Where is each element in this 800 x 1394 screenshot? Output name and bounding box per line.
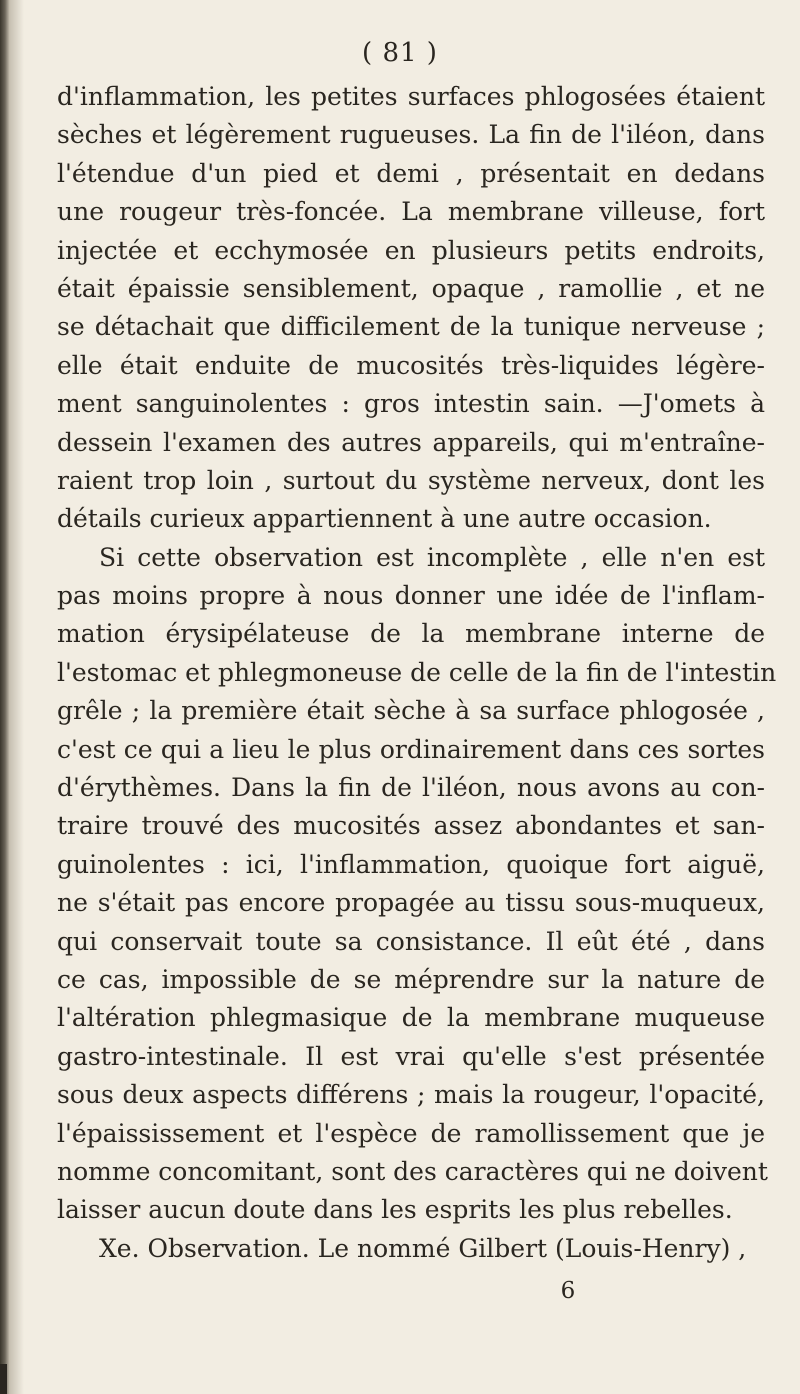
signature-mark-text: 6	[560, 1278, 576, 1304]
text-line: c'est ce qui a lieu le plus ordinairement dans ces sortes	[57, 734, 765, 764]
text-line: guinolentes : ici, l'inflammation, quoique fort aiguë,	[57, 849, 765, 879]
paragraph-end-line: laisser aucun doute dans les esprits les plus rebelles.	[57, 1195, 733, 1225]
text-line: ment sanguinolentes : gros intestin sain. —J'omets à	[57, 389, 765, 419]
text-line: qui conservait toute sa consistance. Il eût été , dans	[57, 926, 765, 956]
paragraph-start-line: Si cette observation est incomplète , elle n'en est	[99, 542, 765, 572]
text-line: l'estomac et phlegmoneuse de celle de la fin de l'intestin	[57, 657, 777, 687]
text-line: dessein l'examen des autres appareils, qui m'entraîne-	[57, 427, 765, 457]
signature-mark	[0, 1278, 800, 1304]
body-text	[57, 78, 777, 1268]
text-line: sous deux aspects différens ; mais la rougeur, l'opacité,	[57, 1080, 765, 1110]
text-line: une rougeur très-foncée. La membrane villeuse, fort	[57, 197, 765, 227]
gutter-shadow	[10, 0, 24, 1394]
text-line: mation érysipélateuse de la membrane interne de	[57, 619, 765, 649]
book-spine-edge	[0, 0, 10, 1394]
paragraph-end-line: détails curieux appartiennent à une autre occasion.	[57, 504, 712, 534]
observation-heading-line: Xe. Observation. Le nommé Gilbert (Louis-Henry) ,	[99, 1233, 747, 1263]
text-line: pas moins propre à nous donner une idée de l'inflam-	[57, 581, 765, 611]
page-number: ( 81 )	[362, 38, 438, 68]
text-line: ne s'était pas encore propagée au tissu sous-muqueux,	[57, 888, 765, 918]
text-line: se détachait que difficilement de la tunique nerveuse ;	[57, 312, 765, 342]
text-line: elle était enduite de mucosités très-liquides légère-	[57, 350, 765, 380]
text-line: traire trouvé des mucosités assez abondantes et san-	[57, 811, 765, 841]
text-line: l'étendue d'un pied et demi , présentait en dedans	[57, 158, 765, 188]
text-line: l'épaississement et l'espèce de ramollissement que je	[57, 1118, 765, 1148]
text-line: d'inflammation, les petites surfaces phlogosées étaient	[57, 82, 765, 111]
text-line: d'érythèmes. Dans la fin de l'iléon, nous avons au con-	[57, 773, 765, 803]
text-line: l'altération phlegmasique de la membrane muqueuse	[57, 1003, 765, 1033]
text-line: ce cas, impossible de se méprendre sur la nature de	[57, 964, 765, 994]
text-line: sèches et légèrement rugueuses. La fin de l'iléon, dans	[57, 120, 765, 150]
binding-mark	[0, 1364, 7, 1394]
text-line: nomme concomitant, sont des caractères qui ne doivent	[57, 1156, 768, 1186]
text-line: grêle ; la première était sèche à sa surface phlogosée ,	[57, 696, 765, 726]
text-line: raient trop loin , surtout du système nerveux, dont les	[57, 465, 765, 495]
text-line: était épaissie sensiblement, opaque , ramollie , et ne	[57, 273, 765, 303]
text-line: gastro-intestinale. Il est vrai qu'elle s'est présentée	[57, 1041, 765, 1071]
text-line: injectée et ecchymosée en plusieurs petits endroits,	[57, 235, 765, 265]
